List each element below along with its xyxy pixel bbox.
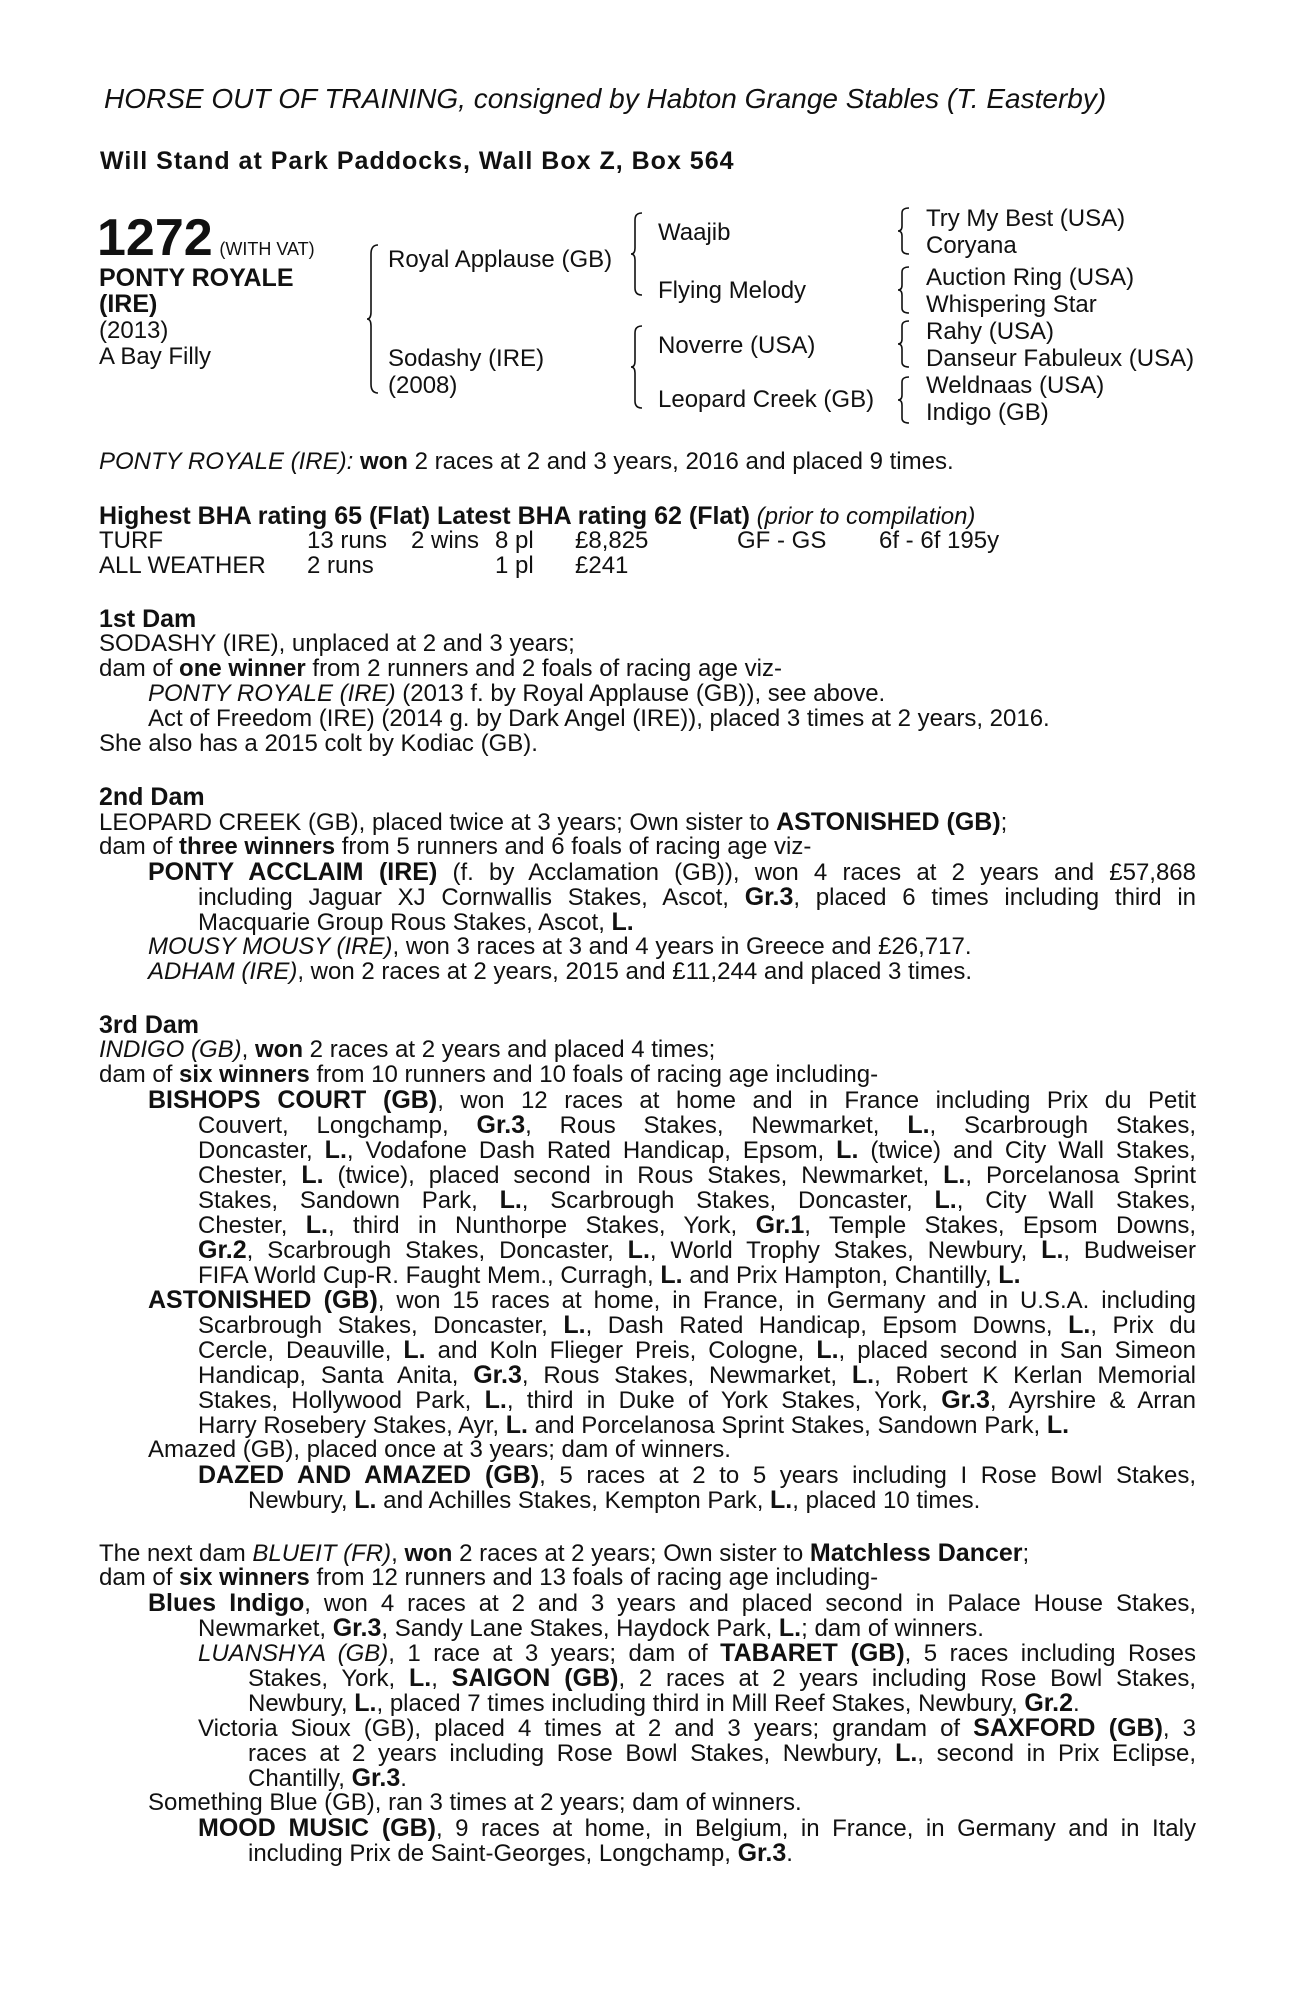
horse-name-line2: (IRE) [99, 290, 158, 318]
next-dam-line: races at 2 years including Rose Bowl Stakes, Newbury, L., second in Prix Eclipse, [248, 1739, 1197, 1767]
pedigree-dam-sire: Noverre (USA) [658, 332, 816, 359]
next-dam-line: Stakes, York, L., SAIGON (GB), 2 races at 2 years including Rose Bowl Stakes, [248, 1664, 1196, 1692]
pedigree-sire-dam: Flying Melody [658, 277, 807, 304]
third-dam-line: Couvert, Longchamp, Gr.3, Rous Stakes, Newmarket, L., Scarbrough Stakes, [198, 1111, 1197, 1139]
third-dam-line: Amazed (GB), placed once at 3 years; dam of winners. [148, 1436, 731, 1463]
second-dam-line: LEOPARD CREEK (GB), placed twice at 3 years; Own sister to ASTONISHED (GB); [99, 808, 1008, 836]
third-dam-line: dam of six winners from 10 runners and 10 foals of racing age including- [99, 1061, 879, 1088]
second-dam-line: ADHAM (IRE), won 2 races at 2 years, 2015 and £11,244 and placed 3 times. [148, 958, 973, 985]
record-all-weather: ALL WEATHER 2 runs 1 pl £241 [99, 552, 629, 579]
pedigree-brace-sire [630, 212, 644, 296]
third-dam-line: Chester, L. (twice), placed second in Rous Stakes, Newmarket, L., Porcelanosa Sprint [198, 1161, 1197, 1189]
pedigree-brace-ss [897, 207, 911, 255]
third-dam-line: Gr.2, Scarbrough Stakes, Doncaster, L., World Trophy Stakes, Newbury, L., Budweiser [198, 1236, 1196, 1264]
third-dam-line: ASTONISHED (GB), won 15 races at home, in France, in Germany and in U.S.A. including [148, 1286, 1196, 1314]
third-dam-line: Chester, L., third in Nunthorpe Stakes, York, Gr.1, Temple Stakes, Epsom Downs, [198, 1211, 1196, 1239]
pedigree-brace-dd [897, 376, 911, 424]
first-dam-line: dam of one winner from 2 runners and 2 foals of racing age viz- [99, 655, 782, 682]
third-dam-heading: 3rd Dam [99, 1011, 200, 1039]
pedigree-sire-sire: Waajib [658, 219, 731, 246]
second-dam-line: including Jaguar XJ Cornwallis Stakes, Ascot, Gr.3, placed 6 times including third in [198, 883, 1197, 911]
foaling-year: (2013) [99, 317, 169, 344]
record-turf: TURF 13 runs 2 wins 8 pl £8,825 GF - GS 6f - 6f 195y [99, 527, 1000, 554]
pedigree-sire: Royal Applause (GB) [388, 246, 613, 273]
pedigree-brace-main [366, 244, 380, 394]
second-dam-line: MOUSY MOUSY (IRE), won 3 races at 3 and 4 years in Greece and £26,717. [148, 933, 972, 960]
pedigree-dam: Sodashy (IRE) [388, 345, 545, 372]
pedigree-ddd: Indigo (GB) [926, 399, 1049, 426]
third-dam-line: FIFA World Cup-R. Faught Mem., Curragh, L. and Prix Hampton, Chantilly, L. [198, 1261, 1021, 1289]
race-summary: PONTY ROYALE (IRE): won 2 races at 2 and 3 years, 2016 and placed 9 times. [99, 448, 954, 475]
next-dam-line: Victoria Sioux (GB), placed 4 times at 2 and 3 years; grandam of SAXFORD (GB), 3 [198, 1714, 1196, 1742]
third-dam-line: INDIGO (GB), won 2 races at 2 years and placed 4 times; [99, 1036, 716, 1063]
pedigree-dsd: Danseur Fabuleux (USA) [926, 345, 1195, 372]
third-dam-line: BISHOPS COURT (GB), won 12 races at home and in France including Prix du Petit [148, 1086, 1196, 1114]
page-title: HORSE OUT OF TRAINING, consigned by Habton Grange Stables (T. Easterby) [104, 83, 1107, 114]
lot-number: 1272 [97, 209, 213, 267]
third-dam-line: Stakes, Hollywood Park, L., third in Duke of York Stakes, York, Gr.3, Ayrshire & Arran [198, 1386, 1196, 1414]
pedigree-dds: Weldnaas (USA) [926, 372, 1105, 399]
next-dam-line: The next dam BLUEIT (FR), won 2 races at 2 years; Own sister to Matchless Dancer; [99, 1539, 1030, 1567]
pedigree-ssd: Coryana [926, 232, 1017, 259]
second-dam-heading: 2nd Dam [99, 783, 205, 811]
pedigree-sss: Try My Best (USA) [926, 205, 1126, 232]
pedigree-dam-year: (2008) [388, 372, 458, 399]
next-dam-line: dam of six winners from 12 runners and 13 foals of racing age including- [99, 1564, 879, 1591]
next-dam-line: including Prix de Saint-Georges, Longchamp, Gr.3. [248, 1839, 793, 1867]
next-dam-line: Newmarket, Gr.3, Sandy Lane Stakes, Haydock Park, L.; dam of winners. [198, 1614, 984, 1642]
horse-name-line1: PONTY ROYALE [99, 264, 294, 292]
first-dam-heading: 1st Dam [99, 605, 197, 633]
horse-description: A Bay Filly [99, 343, 212, 370]
vat-note: (WITH VAT) [219, 239, 315, 259]
first-dam-line: Act of Freedom (IRE) (2014 g. by Dark Angel (IRE)), placed 3 times at 2 years, 2016. [148, 705, 1050, 732]
next-dam-line: Chantilly, Gr.3. [248, 1764, 407, 1792]
next-dam-line: Blues Indigo, won 4 races at 2 and 3 years and placed second in Palace House Stakes, [148, 1589, 1197, 1617]
second-dam-line: dam of three winners from 5 runners and 6 foals of racing age viz- [99, 833, 812, 860]
bha-rating: Highest BHA rating 65 (Flat) Latest BHA rating 62 (Flat) (prior to compilation) [99, 502, 976, 530]
first-dam-line: SODASHY (IRE), unplaced at 2 and 3 years; [99, 630, 575, 657]
third-dam-line: Harry Rosebery Stakes, Ayr, L. and Porcelanosa Sprint Stakes, Sandown Park, L. [198, 1411, 1070, 1439]
third-dam-line: Scarbrough Stakes, Doncaster, L., Dash Rated Handicap, Epsom Downs, L., Prix du [198, 1311, 1197, 1339]
stand-location: Will Stand at Park Paddocks, Wall Box Z, Box 564 [100, 147, 735, 175]
next-dam-line: Something Blue (GB), ran 3 times at 2 years; dam of winners. [148, 1789, 802, 1816]
next-dam-line: MOOD MUSIC (GB), 9 races at home, in Belgium, in France, in Germany and in Italy [198, 1814, 1196, 1842]
first-dam-line: She also has a 2015 colt by Kodiac (GB). [99, 730, 538, 757]
lot-number-line [97, 209, 315, 267]
second-dam-line: Macquarie Group Rous Stakes, Ascot, L. [198, 908, 634, 936]
pedigree-brace-dam [630, 325, 644, 409]
third-dam-line: Handicap, Santa Anita, Gr.3, Rous Stakes, Newmarket, L., Robert K Kerlan Memorial [198, 1361, 1197, 1389]
pedigree-sds: Auction Ring (USA) [926, 264, 1135, 291]
third-dam-line: Stakes, Sandown Park, L., Scarbrough Stakes, Doncaster, L., City Wall Stakes, [198, 1186, 1196, 1214]
next-dam-line: Newbury, L., placed 7 times including third in Mill Reef Stakes, Newbury, Gr.2. [248, 1689, 1080, 1717]
third-dam-line: Doncaster, L., Vodafone Dash Rated Handicap, Epsom, L. (twice) and City Wall Stakes, [198, 1136, 1196, 1164]
pedigree-brace-sd [897, 266, 911, 314]
third-dam-line: DAZED AND AMAZED (GB), 5 races at 2 to 5 years including I Rose Bowl Stakes, [198, 1461, 1197, 1489]
third-dam-line: Newbury, L. and Achilles Stakes, Kempton Park, L., placed 10 times. [248, 1486, 981, 1514]
pedigree-brace-ds [897, 320, 911, 368]
pedigree-dam-dam: Leopard Creek (GB) [658, 386, 875, 413]
third-dam-line: Cercle, Deauville, L. and Koln Flieger Preis, Cologne, L., placed second in San Simeon [198, 1336, 1196, 1364]
second-dam-line: PONTY ACCLAIM (IRE) (f. by Acclamation (GB)), won 4 races at 2 years and £57,868 [148, 858, 1197, 886]
pedigree-sdd: Whispering Star [926, 291, 1097, 318]
pedigree-dss: Rahy (USA) [926, 318, 1055, 345]
next-dam-line: LUANSHYA (GB), 1 race at 3 years; dam of TABARET (GB), 5 races including Roses [198, 1639, 1196, 1667]
first-dam-line: PONTY ROYALE (IRE) (2013 f. by Royal Applause (GB)), see above. [148, 680, 886, 707]
